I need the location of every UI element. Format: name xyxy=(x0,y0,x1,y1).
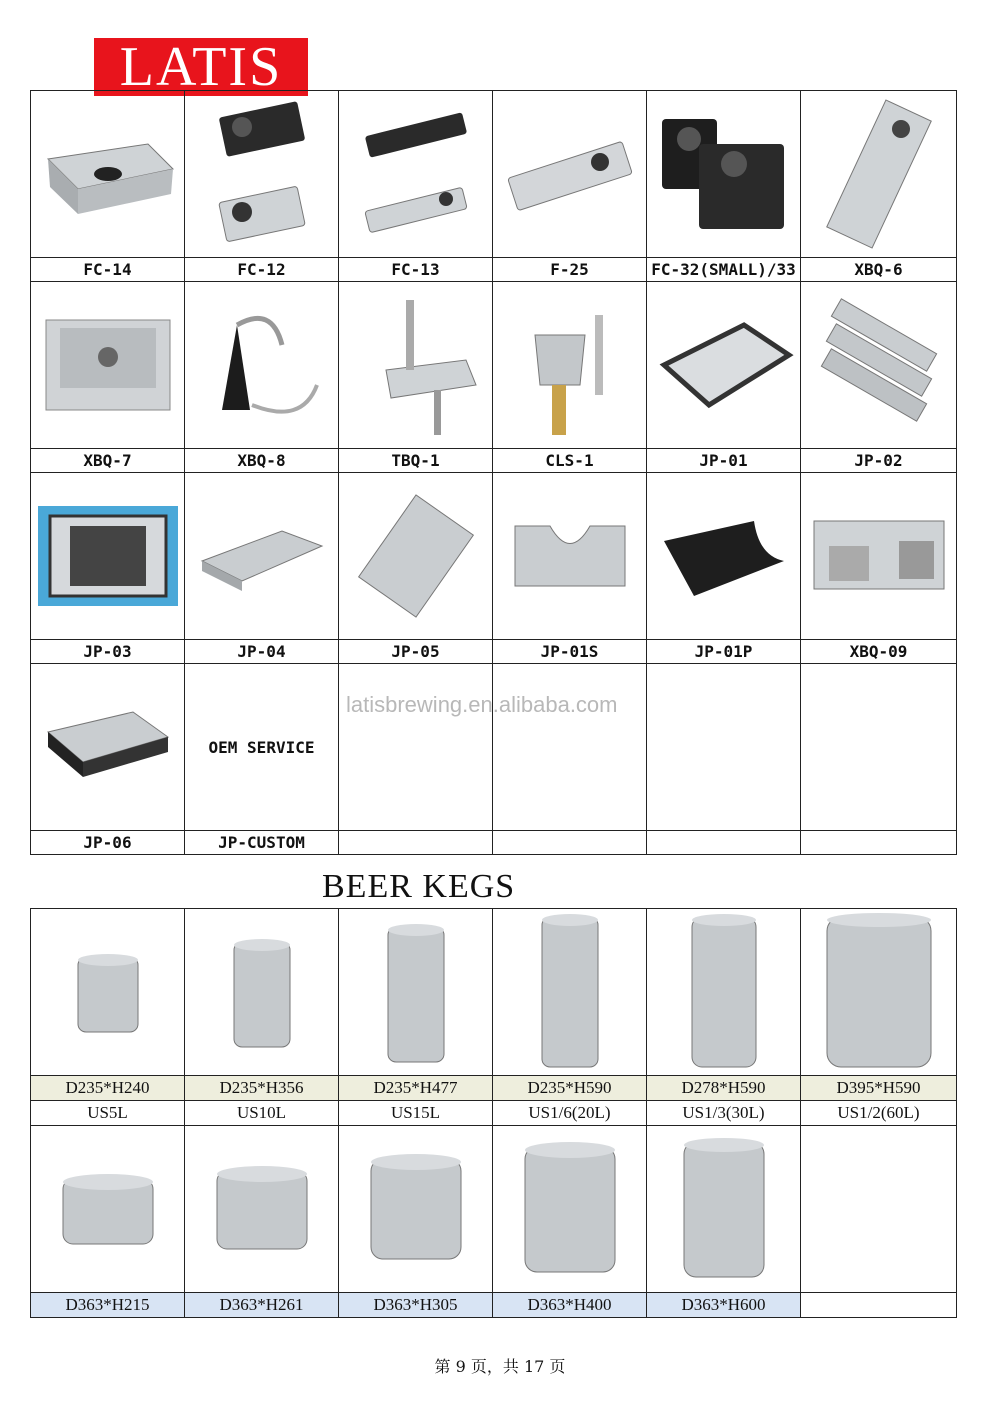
keg-dimension: D235*H590 xyxy=(493,1076,647,1101)
product-label-row xyxy=(31,258,957,282)
keg-size-row xyxy=(31,1101,957,1126)
product-label: TBQ-1 xyxy=(339,449,493,473)
keg-dimension: D363*H261 xyxy=(185,1293,339,1318)
product-label: FC-32(SMALL)/33 xyxy=(647,258,801,282)
product-label: XBQ-09 xyxy=(801,640,957,664)
empty-cell xyxy=(647,664,801,831)
product-image-jp-06 xyxy=(31,664,185,831)
product-image-row xyxy=(31,664,957,831)
keg-image xyxy=(31,1126,185,1293)
product-label: JP-06 xyxy=(31,831,185,855)
watermark: latisbrewing.en.alibaba.com xyxy=(346,692,618,717)
page-footer: 第 9 页，共 17 页 xyxy=(434,1357,566,1376)
empty-cell xyxy=(801,1126,957,1293)
keg-dimension xyxy=(801,1293,957,1318)
keg-dimension: D363*H400 xyxy=(493,1293,647,1318)
product-image-jp-05 xyxy=(339,473,493,640)
product-label: FC-12 xyxy=(185,258,339,282)
product-label-row xyxy=(31,640,957,664)
keg-image-row xyxy=(31,909,957,1076)
keg-size: US5L xyxy=(31,1101,185,1126)
product-label: FC-13 xyxy=(339,258,493,282)
product-image-fc-12 xyxy=(185,91,339,258)
product-label: JP-01P xyxy=(647,640,801,664)
keg-size: US10L xyxy=(185,1101,339,1126)
beer-kegs-title: BEER KEGS xyxy=(322,868,516,905)
keg-image xyxy=(339,1126,493,1293)
keg-image xyxy=(31,909,185,1076)
keg-dimension: D278*H590 xyxy=(647,1076,801,1101)
keg-dimension: D363*H305 xyxy=(339,1293,493,1318)
product-image-fc-32-33 xyxy=(647,91,801,258)
product-label: F-25 xyxy=(493,258,647,282)
product-label xyxy=(493,831,647,855)
empty-cell xyxy=(493,664,647,831)
product-label: JP-01 xyxy=(647,449,801,473)
product-image-row xyxy=(31,473,957,640)
product-label-row xyxy=(31,449,957,473)
keg-image xyxy=(647,1126,801,1293)
product-label: FC-14 xyxy=(31,258,185,282)
keg-size: US1/2(60L) xyxy=(801,1101,957,1126)
kegs-table xyxy=(30,908,957,1318)
product-label: JP-03 xyxy=(31,640,185,664)
product-label xyxy=(339,831,493,855)
product-image-xbq-8 xyxy=(185,282,339,449)
product-image-jp-01s xyxy=(493,473,647,640)
keg-image-row xyxy=(31,1126,957,1293)
product-label: JP-05 xyxy=(339,640,493,664)
product-image-jp-03 xyxy=(31,473,185,640)
keg-image xyxy=(185,1126,339,1293)
product-label: CLS-1 xyxy=(493,449,647,473)
product-image-fc-13 xyxy=(339,91,493,258)
keg-image xyxy=(493,909,647,1076)
product-image-jp-04 xyxy=(185,473,339,640)
oem-service-text: OEM SERVICE xyxy=(185,664,339,831)
product-image-jp-01p xyxy=(647,473,801,640)
keg-dimension: D363*H600 xyxy=(647,1293,801,1318)
product-label xyxy=(801,831,957,855)
product-label: XBQ-6 xyxy=(801,258,957,282)
keg-size: US1/3(30L) xyxy=(647,1101,801,1126)
product-label-row xyxy=(31,831,957,855)
product-label: JP-01S xyxy=(493,640,647,664)
product-label: JP-04 xyxy=(185,640,339,664)
keg-size: US15L xyxy=(339,1101,493,1126)
keg-dimension: D235*H356 xyxy=(185,1076,339,1101)
product-image-tbq-1 xyxy=(339,282,493,449)
brand-logo-text: LATIS xyxy=(119,36,283,98)
product-image-xbq-09 xyxy=(801,473,957,640)
product-label: JP-02 xyxy=(801,449,957,473)
product-image-jp-01 xyxy=(647,282,801,449)
product-image-row xyxy=(31,91,957,258)
accessories-table xyxy=(30,90,957,855)
product-image-xbq-7 xyxy=(31,282,185,449)
empty-cell xyxy=(801,664,957,831)
product-label: XBQ-8 xyxy=(185,449,339,473)
product-image-cls-1 xyxy=(493,282,647,449)
product-image-xbq-6 xyxy=(801,91,957,258)
keg-image xyxy=(493,1126,647,1293)
empty-cell xyxy=(339,664,493,831)
product-label: XBQ-7 xyxy=(31,449,185,473)
keg-size: US1/6(20L) xyxy=(493,1101,647,1126)
keg-dimension: D235*H240 xyxy=(31,1076,185,1101)
product-label xyxy=(647,831,801,855)
product-image-row xyxy=(31,282,957,449)
keg-dimension-row xyxy=(31,1076,957,1101)
keg-image xyxy=(801,909,957,1076)
keg-dimension: D235*H477 xyxy=(339,1076,493,1101)
keg-dimension: D363*H215 xyxy=(31,1293,185,1318)
product-image-f-25 xyxy=(493,91,647,258)
keg-image xyxy=(647,909,801,1076)
product-image-fc-14 xyxy=(31,91,185,258)
keg-image xyxy=(339,909,493,1076)
keg-image xyxy=(185,909,339,1076)
keg-dimension: D395*H590 xyxy=(801,1076,957,1101)
brand-logo xyxy=(94,38,308,96)
product-image-jp-02 xyxy=(801,282,957,449)
keg-dimension-row xyxy=(31,1293,957,1318)
product-label: JP-CUSTOM xyxy=(185,831,339,855)
